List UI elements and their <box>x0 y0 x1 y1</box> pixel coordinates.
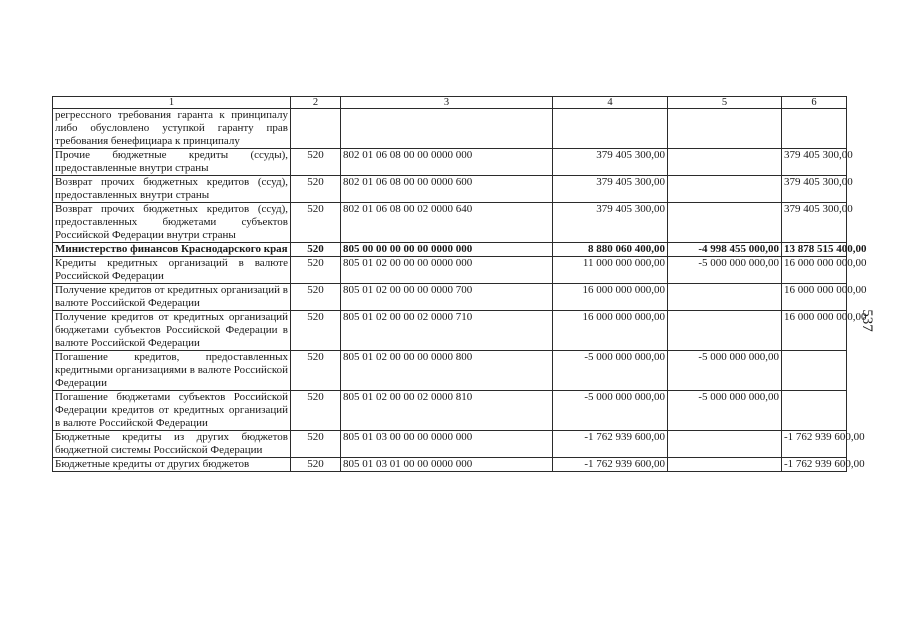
cell-amount <box>782 351 847 391</box>
cell-amount: -1 762 939 600,00 <box>782 458 847 472</box>
table-row <box>53 284 847 311</box>
table-row <box>53 351 847 391</box>
cell-kbk: 805 01 02 00 00 02 0000 710 <box>341 311 553 351</box>
cell-code: 520 <box>291 284 341 311</box>
cell-amount: -1 762 939 600,00 <box>553 458 668 472</box>
cell-code: 520 <box>291 203 341 243</box>
table-row <box>53 243 847 257</box>
column-header: 6 <box>782 97 847 109</box>
cell-amount: -5 000 000 000,00 <box>553 351 668 391</box>
column-header: 2 <box>291 97 341 109</box>
column-header: 1 <box>53 97 291 109</box>
cell-name: Кредиты кредитных организаций в валюте Российской Федерации <box>53 257 291 284</box>
cell-kbk: 805 01 02 00 00 00 0000 800 <box>341 351 553 391</box>
cell-amount <box>553 109 668 149</box>
cell-amount: -5 000 000 000,00 <box>668 351 782 391</box>
table-row <box>53 176 847 203</box>
cell-kbk: 802 01 06 08 00 00 0000 000 <box>341 149 553 176</box>
cell-amount: 13 878 515 400,00 <box>782 243 847 257</box>
table-row <box>53 149 847 176</box>
cell-code: 520 <box>291 311 341 351</box>
cell-name: Возврат прочих бюджетных кредитов (ссуд), предоставленных внутри страны <box>53 176 291 203</box>
cell-amount: 379 405 300,00 <box>782 203 847 243</box>
cell-kbk: 805 01 02 00 00 00 0000 700 <box>341 284 553 311</box>
cell-amount: 379 405 300,00 <box>553 149 668 176</box>
cell-amount <box>668 458 782 472</box>
header-row <box>53 97 847 109</box>
cell-kbk: 805 01 03 00 00 00 0000 000 <box>341 431 553 458</box>
cell-amount: -5 000 000 000,00 <box>553 391 668 431</box>
cell-amount: 379 405 300,00 <box>782 149 847 176</box>
cell-amount: -4 998 455 000,00 <box>668 243 782 257</box>
cell-code <box>291 109 341 149</box>
table-row <box>53 257 847 284</box>
table-row <box>53 203 847 243</box>
cell-name: Возврат прочих бюджетных кредитов (ссуд), предоставленных бюджетами субъектов Российской Федерации внутри страны <box>53 203 291 243</box>
cell-name: Получение кредитов от кредитных организаций в валюте Российской Федерации <box>53 284 291 311</box>
cell-kbk <box>341 109 553 149</box>
cell-amount <box>668 311 782 351</box>
page-number: 537 <box>858 309 875 332</box>
column-header: 3 <box>341 97 553 109</box>
cell-code: 520 <box>291 149 341 176</box>
cell-kbk: 805 01 02 00 00 00 0000 000 <box>341 257 553 284</box>
cell-amount: -1 762 939 600,00 <box>782 431 847 458</box>
cell-code: 520 <box>291 458 341 472</box>
cell-amount <box>782 109 847 149</box>
cell-amount: -1 762 939 600,00 <box>553 431 668 458</box>
cell-amount: 8 880 060 400,00 <box>553 243 668 257</box>
cell-amount <box>668 284 782 311</box>
cell-amount: 379 405 300,00 <box>782 176 847 203</box>
cell-amount <box>668 203 782 243</box>
cell-amount: 379 405 300,00 <box>553 203 668 243</box>
cell-amount: -5 000 000 000,00 <box>668 391 782 431</box>
cell-amount <box>668 109 782 149</box>
cell-name: Получение кредитов от кредитных организаций бюджетами субъектов Российской Федерации в валюте Российской Федерации <box>53 311 291 351</box>
table-row <box>53 391 847 431</box>
cell-name: Бюджетные кредиты из других бюджетов бюджетной системы Российской Федерации <box>53 431 291 458</box>
column-header: 5 <box>668 97 782 109</box>
cell-amount <box>668 176 782 203</box>
cell-amount: 16 000 000 000,00 <box>782 284 847 311</box>
cell-code: 520 <box>291 431 341 458</box>
cell-name: регрессного требования гаранта к принципалу либо обусловлено уступкой гаранту прав требования бенефициара к принципалу <box>53 109 291 149</box>
cell-amount: 16 000 000 000,00 <box>782 311 847 351</box>
cell-amount: -5 000 000 000,00 <box>668 257 782 284</box>
cell-name: Погашение бюджетами субъектов Российской Федерации кредитов от кредитных организаций в валюте Российской Федерации <box>53 391 291 431</box>
cell-code: 520 <box>291 351 341 391</box>
table-row <box>53 109 847 149</box>
table-row <box>53 431 847 458</box>
table-row <box>53 458 847 472</box>
cell-kbk: 802 01 06 08 00 00 0000 600 <box>341 176 553 203</box>
cell-code: 520 <box>291 391 341 431</box>
table-row <box>53 311 847 351</box>
cell-name: Министерство финансов Краснодарского края <box>53 243 291 257</box>
cell-kbk: 802 01 06 08 00 02 0000 640 <box>341 203 553 243</box>
cell-amount <box>782 391 847 431</box>
cell-kbk: 805 00 00 00 00 00 0000 000 <box>341 243 553 257</box>
cell-name: Прочие бюджетные кредиты (ссуды), предоставленные внутри страны <box>53 149 291 176</box>
cell-amount: 16 000 000 000,00 <box>553 284 668 311</box>
cell-name: Погашение кредитов, предоставленных кредитными организациями в валюте Российской Федерации <box>53 351 291 391</box>
cell-kbk: 805 01 03 01 00 00 0000 000 <box>341 458 553 472</box>
cell-amount: 11 000 000 000,00 <box>553 257 668 284</box>
cell-amount <box>668 149 782 176</box>
cell-kbk: 805 01 02 00 00 02 0000 810 <box>341 391 553 431</box>
cell-code: 520 <box>291 243 341 257</box>
cell-amount: 16 000 000 000,00 <box>553 311 668 351</box>
column-header: 4 <box>553 97 668 109</box>
cell-amount: 379 405 300,00 <box>553 176 668 203</box>
cell-name: Бюджетные кредиты от других бюджетов <box>53 458 291 472</box>
cell-code: 520 <box>291 257 341 284</box>
cell-amount: 16 000 000 000,00 <box>782 257 847 284</box>
cell-code: 520 <box>291 176 341 203</box>
cell-amount <box>668 431 782 458</box>
